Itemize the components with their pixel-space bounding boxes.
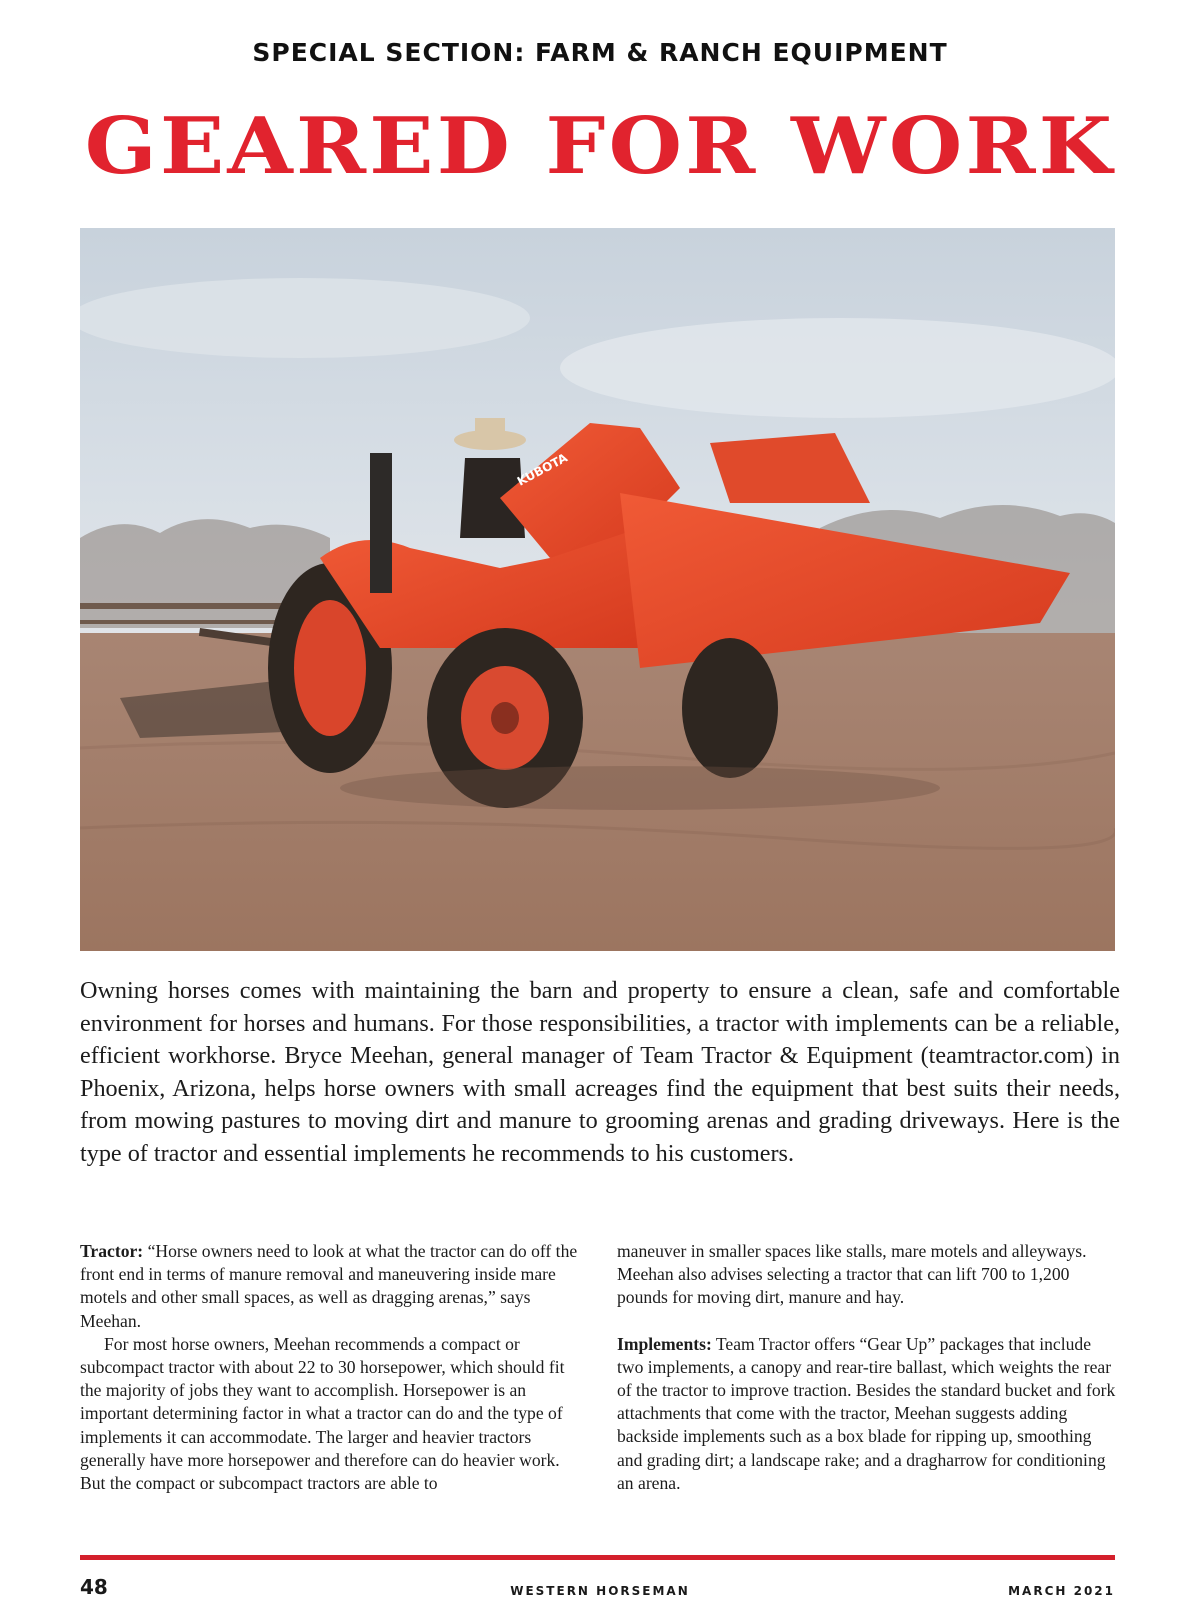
- implements-text: Team Tractor offers “Gear Up” packages that include two implements, a canopy and rear-tire ballast, which weights the rear of the tractor to improve traction. Besides the standard bucket and fork attachments that come with the tractor, Meehan suggests adding backside implements such as a box blade for ripping up, smoothing and grading dirt; a landscape rake; and a dragharrow for conditioning an arena.: [617, 1333, 1116, 1493]
- tractor-photo: [80, 228, 1115, 951]
- tractor-paragraph: [80, 1240, 580, 1333]
- column-left: [80, 1240, 580, 1495]
- footer-rule: [80, 1555, 1115, 1560]
- tractor-lead: Tractor:: [80, 1241, 144, 1261]
- svg-text:KUBOTA: KUBOTA: [514, 450, 570, 489]
- tractor-paragraph-cont: maneuver in smaller spaces like stalls, mare motels and alleyways. Meehan also advises selecting a tractor that can lift 700 to 1,200 pounds for moving dirt, manure and hay.: [617, 1241, 1087, 1308]
- magazine-name: WESTERN HORSEMAN: [510, 1584, 690, 1598]
- tractor-paragraph-2: For most horse owners, Meehan recommends a compact or subcompact tractor with about 22 to 30 horsepower, which should fit the majority of jobs they want to accomplish. Horsepower is an important determining factor in what a tractor can do and the type of implements it can accommodate. The larger and heavier tractors generally have more horsepower and therefore can do heavier work. But the compact or subcompact tractors are able to: [80, 1333, 565, 1494]
- intro-paragraph: Owning horses comes with maintaining the barn and property to ensure a clean, safe and comfortable environment for horses and humans. For those responsibilities, a tractor with implements can be a reliable, efficient workhorse. Bryce Meehan, general manager of Team Tractor & Equipment (teamtractor.com) in Phoenix, Arizona, helps horse owners with small acreages find the equipment that best suits their needs, from mowing pastures to moving dirt and manure to grooming arenas and grading driveways. Here is the type of tractor and essential implements he recommends to his customers.: [80, 977, 1120, 1167]
- tractor-text: “Horse owners need to look at what the tractor can do off the front end in terms of manure removal and maneuvering inside mare motels and other small spaces, as well as dragging arenas,” says Meehan.: [80, 1241, 578, 1331]
- headline: GEARED FOR WORK: [84, 101, 1116, 192]
- page-number: 48: [80, 1575, 108, 1599]
- implements-lead: Implements:: [617, 1333, 712, 1354]
- section-label: SPECIAL SECTION: FARM & RANCH EQUIPMENT: [252, 38, 948, 67]
- issue-date: MARCH 2021: [1008, 1584, 1115, 1598]
- implements-paragraph: [617, 1333, 1117, 1495]
- column-right: [617, 1240, 1117, 1495]
